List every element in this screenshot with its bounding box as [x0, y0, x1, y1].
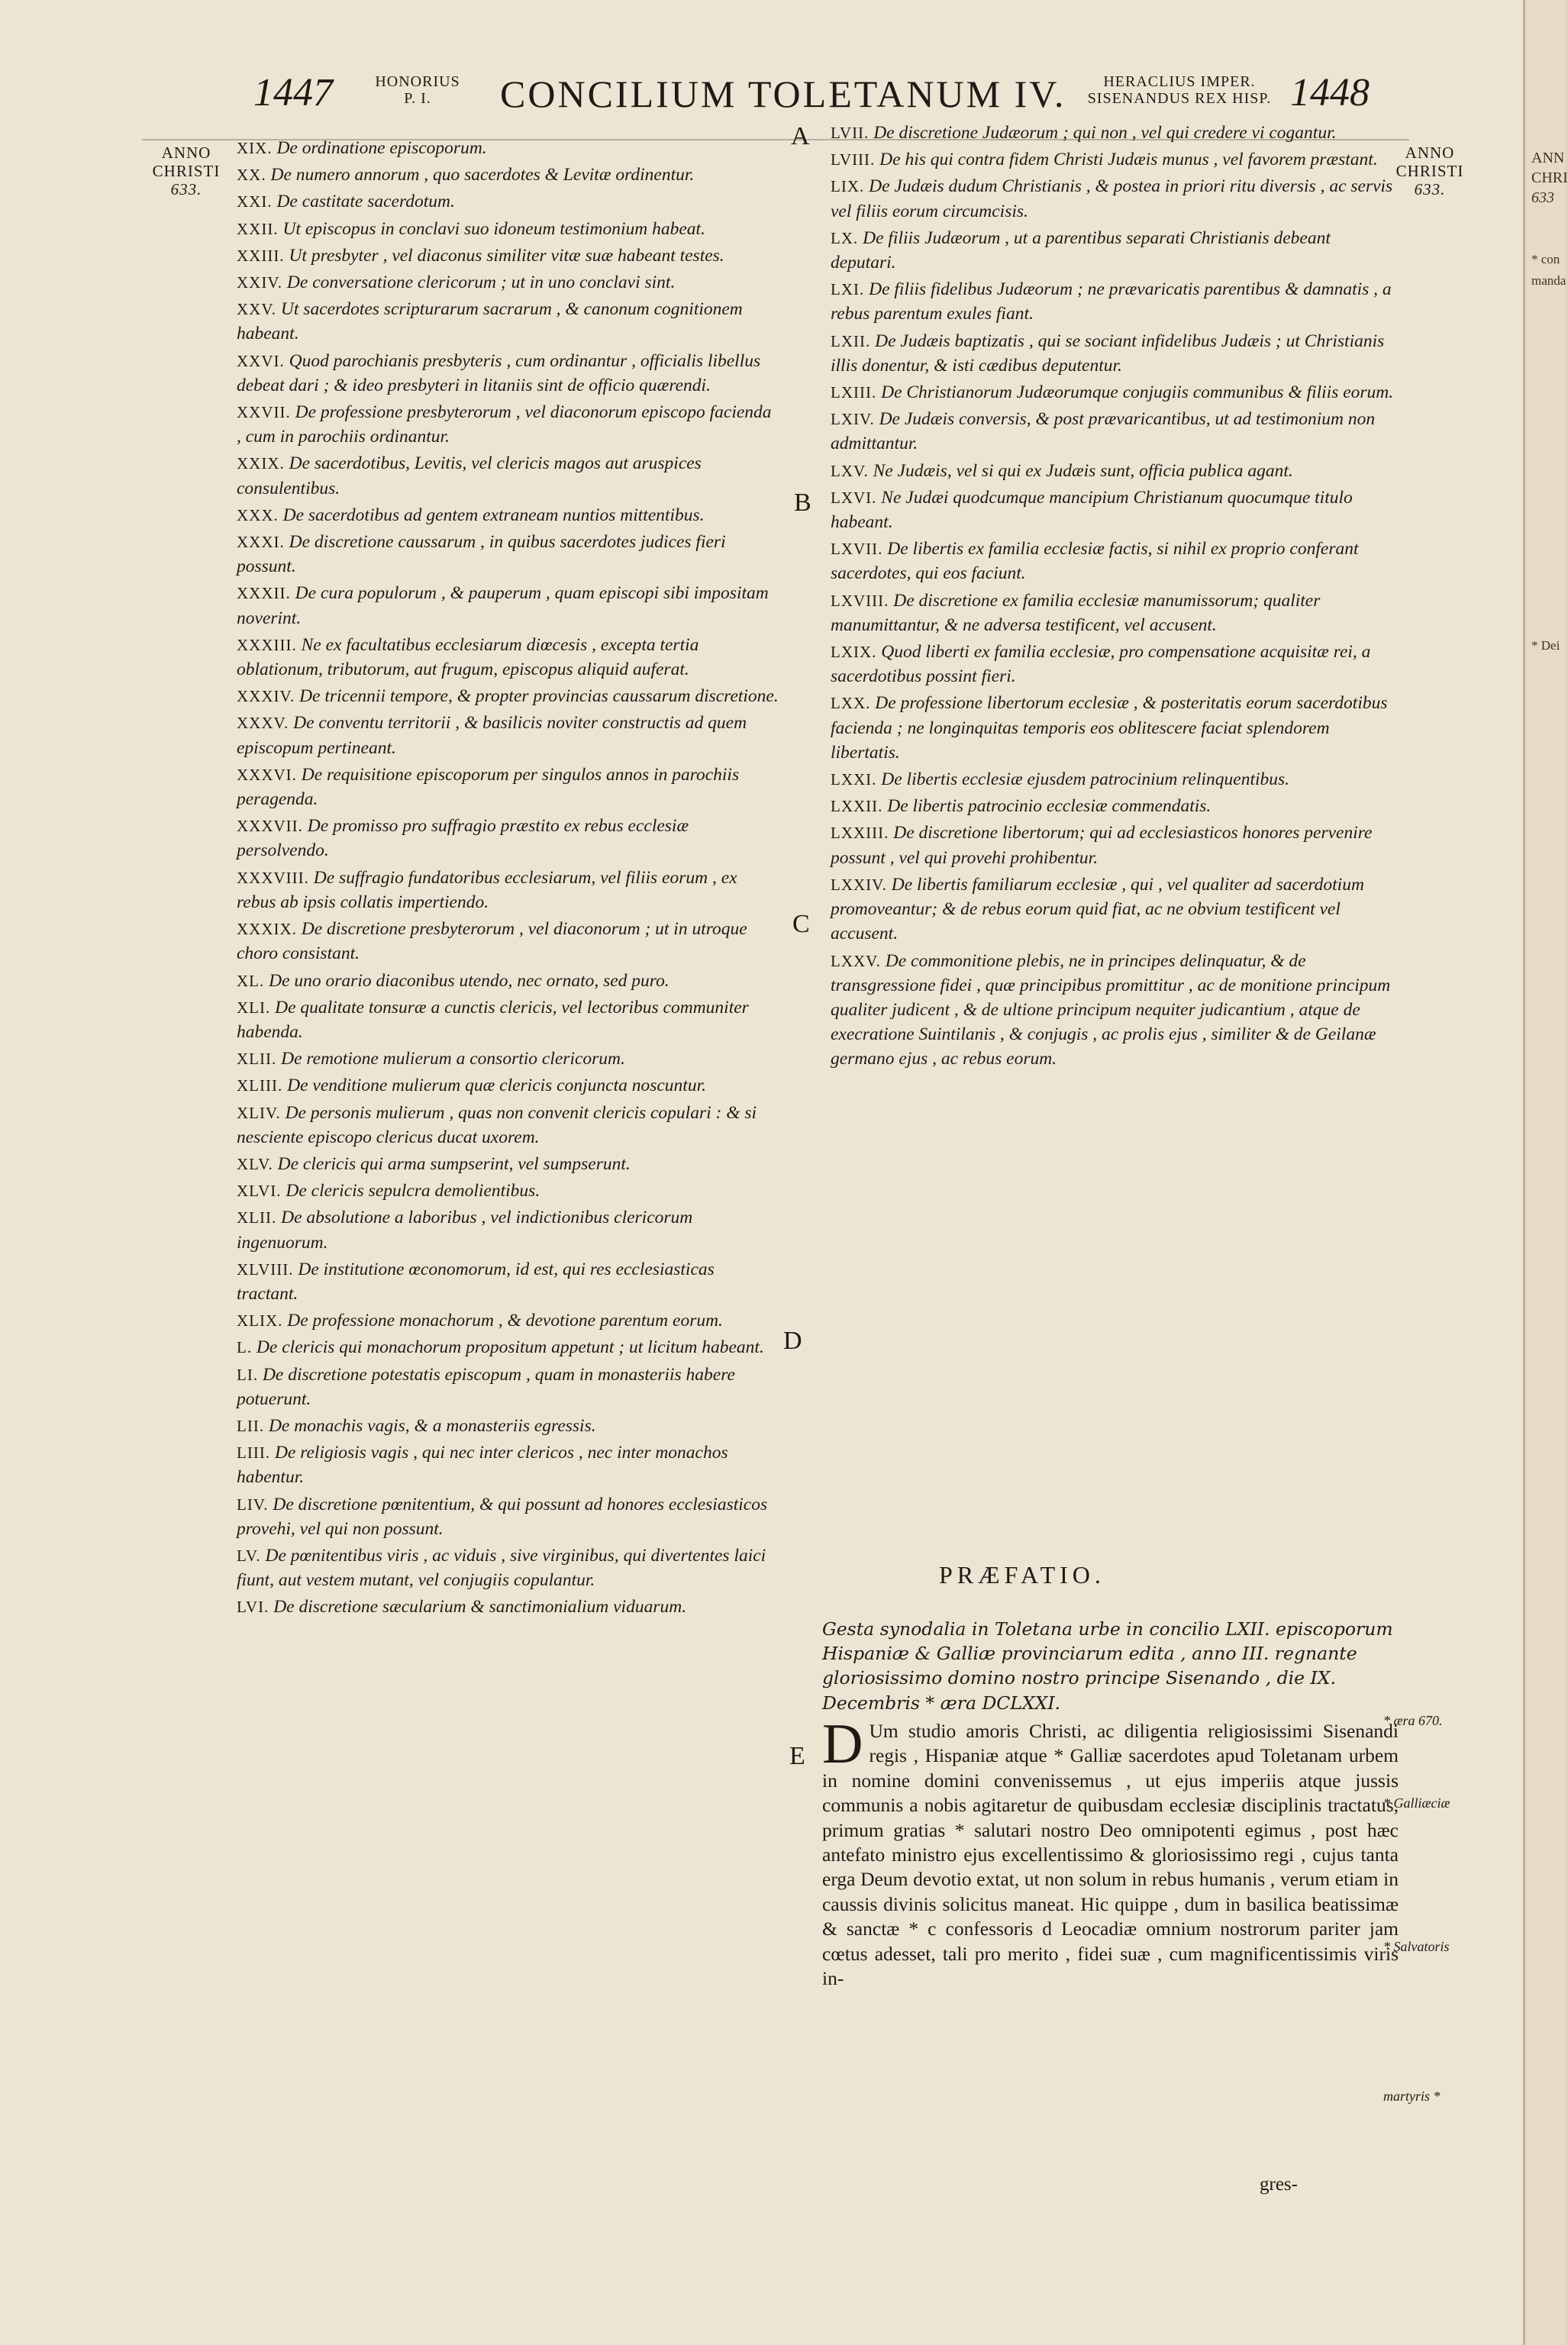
- chapter-entry: [237, 684, 779, 708]
- chapter-entry: [237, 1205, 779, 1254]
- chapter-entry: [237, 530, 779, 579]
- chapter-entry: [237, 244, 779, 268]
- section-letter-a: A: [791, 122, 810, 150]
- chapter-title: De discretione ex familia ecclesiæ manumissorum; qualiter manumittantur, & ne adversa testificent, vel accusent.: [831, 590, 1321, 635]
- chapter-number: LIII.: [237, 1443, 271, 1463]
- chapter-entry: [237, 189, 779, 214]
- chapter-title: De conventu territorii , & basilicis noviter constructis ad quem episcopum pertineant.: [237, 713, 747, 758]
- chapter-number: XIX.: [237, 139, 273, 157]
- chapter-title: Ut presbyter , vel diaconus similiter vitæ suæ habeant testes.: [289, 245, 724, 266]
- chapter-number: XXVII.: [237, 403, 291, 422]
- chapter-entry: [831, 459, 1397, 483]
- chapter-title: De absolutione a laboribus , vel indictionibus clericorum ingenuorum.: [237, 1208, 693, 1253]
- chapter-entry: [237, 866, 779, 914]
- praefatio-body-text: Um studio amoris Christi, ac diligentia religiosissimi Sisenandi regis , Hispaniæ atque * Galliæ sacerdotes apud Toletanam urbem in nomine domini convenissemus , ut ejus imperiis atque jussis communis a nobis agitaretur de quibusdam ecclesiæ disciplinis tractatus, primum gratias * salutari nostro Deo omnipotenti egimus , post hæc antefato ministro ejus excellentissimo & gloriosissimo regi , cujus tanta erga Deum devotio extat, ut non solum in rebus humanis , verum etiam in caussis divinis solicitus maneat. Hic quippe , dum in basilica beatissimæ & sanctæ * c confessoris d Leocadiæ omnium nostrorum pariter jam cœtus adesset, tali pro merito , fidei suæ , cum magnificentissimis viris in-: [822, 1720, 1399, 1990]
- chapter-number: LXVII.: [831, 540, 883, 559]
- chapter-title: De professione monachorum , & devotione parentum eorum.: [287, 1311, 723, 1331]
- chapter-title: De discretione sæcularium & sanctimonialium viduarum.: [273, 1597, 687, 1618]
- chapter-title: De Judæis dudum Christianis , & postea in priori ritu diversis , ac servis vel filiis eorum circumcisis.: [831, 176, 1393, 221]
- chapter-number: XLVI.: [237, 1182, 282, 1201]
- chapter-number: XXXIX.: [237, 920, 297, 939]
- chapter-number: LIX.: [831, 177, 865, 196]
- chapter-entry: [237, 136, 779, 160]
- edge-line1: ANN: [1531, 150, 1565, 166]
- chapter-title: De discretione pœnitentium, & qui possunt ad honores ecclesiasticos provehi, vel qui non possunt.: [237, 1494, 768, 1539]
- chapter-title: De suffragio fundatoribus ecclesiarum, vel filiis eorum , ex rebus ab ipsis collatis impertiendo.: [237, 867, 737, 912]
- chapter-title: De libertis ex familia ecclesiæ factis, si nihil ex proprio conferant sacerdotes, qui eos faciunt.: [831, 539, 1359, 584]
- chapter-title: De institutione œconomorum, id est, qui res ecclesiasticas tractant.: [237, 1259, 715, 1304]
- chapter-number: LXXII.: [831, 797, 883, 816]
- chapter-title: De discretione libertorum; qui ad ecclesiasticos honores pervenire possunt , vel qui provehi prohibentur.: [831, 823, 1373, 868]
- chapter-entry: [831, 873, 1397, 947]
- chapter-number: XXXV.: [237, 714, 289, 733]
- chapter-entry: [237, 1047, 779, 1071]
- chapter-entry: [237, 1073, 779, 1098]
- chapter-entry: [237, 503, 779, 527]
- chapter-entry: [237, 270, 779, 295]
- chapter-entry: [237, 1414, 779, 1438]
- chapter-number: XLIII.: [237, 1076, 283, 1095]
- pope-line2: P. I.: [404, 90, 431, 107]
- chapter-number: XXXVI.: [237, 765, 297, 784]
- chapter-number: XXXI.: [237, 533, 285, 552]
- praefatio-body: [822, 1713, 1399, 1991]
- praefatio-heading: PRÆFATIO.: [939, 1561, 1105, 1589]
- chapter-title: De conversatione clericorum ; ut in uno conclavi sint.: [286, 273, 676, 293]
- chapter-entry: [237, 581, 779, 630]
- side-note-aera: * æra 670.: [1383, 1713, 1443, 1728]
- side-note-martyris: martyris *: [1383, 2089, 1441, 2104]
- chapter-entry: [237, 1363, 779, 1411]
- chapter-entry: [237, 1543, 779, 1592]
- chapter-title: De sacerdotibus ad gentem extraneam nuntios mittentibus.: [282, 505, 705, 525]
- margin-year-right: [1388, 144, 1472, 198]
- margin-right-line3: 633.: [1414, 180, 1446, 198]
- chapter-title: Ne ex facultatibus ecclesiarum diœcesis , excepta tertia oblationum, tributorum, aut frugum, episcopus aliquid auferat.: [237, 634, 699, 680]
- chapter-entry: [831, 174, 1397, 223]
- page-title: CONCILIUM TOLETANUM IV.: [500, 73, 1066, 115]
- margin-right-line1: ANNO: [1405, 144, 1455, 162]
- chapter-number: XLIV.: [237, 1103, 281, 1122]
- chapter-entry: [831, 147, 1397, 172]
- chapter-entry: [237, 814, 779, 863]
- chapter-title: De religiosis vagis , qui nec inter clericos , nec inter monachos habentur.: [237, 1443, 728, 1488]
- chapter-entry: [237, 1152, 779, 1176]
- chapter-title: De clericis qui arma sumpserint, vel sumpserunt.: [277, 1153, 631, 1174]
- chapter-entry: [237, 217, 779, 241]
- side-note-galliae: * Galliæciæ: [1383, 1795, 1450, 1811]
- chapter-number: XLI.: [237, 998, 271, 1017]
- ruler-names: [1076, 73, 1282, 107]
- chapter-title: De monachis vagis, & a monasteriis egressis.: [268, 1415, 596, 1436]
- edge-line4: * con: [1531, 252, 1560, 266]
- chapter-number: LXXV.: [831, 951, 881, 970]
- chapter-number: XXXIV.: [237, 687, 295, 706]
- chapter-entry: [237, 1492, 779, 1541]
- pope-line1: HONORIUS: [375, 73, 460, 90]
- pope-name: [360, 73, 475, 107]
- chapter-number: L.: [237, 1338, 253, 1357]
- chapter-number: LI.: [237, 1365, 259, 1384]
- chapter-entry: [831, 121, 1397, 145]
- emperor-line2: SISENANDUS REX HISP.: [1087, 90, 1272, 107]
- chapter-number: XLV.: [237, 1154, 273, 1173]
- chapter-title: De ordinatione episcoporum.: [276, 138, 487, 158]
- chapter-title: De promisso pro suffragio præstito ex rebus ecclesiæ persolvendo.: [237, 816, 689, 861]
- chapter-entry: [831, 589, 1397, 637]
- catchword: gres-: [1260, 2174, 1298, 2195]
- chapter-title: De Christianorum Judæorumque conjugiis communibus & filiis eorum.: [881, 382, 1394, 403]
- chapter-title: De his qui contra fidem Christi Judæis munus , vel favorem præstant.: [879, 150, 1378, 170]
- chapter-number: XXX.: [237, 505, 279, 524]
- chapter-title: De libertis familiarum ecclesiæ , qui , vel qualiter ad sacerdotium promoveantur; & de rebus eorum quid fiat, ac ne obvium testificent vel accusent.: [831, 874, 1364, 944]
- emperor-line1: HERACLIUS IMPER.: [1103, 73, 1256, 90]
- margin-left-line2: CHRISTI: [152, 162, 221, 180]
- chapter-entry: [237, 1257, 779, 1306]
- chapter-entry: [237, 1179, 779, 1203]
- margin-left-line1: ANNO: [161, 144, 211, 162]
- chapter-number: LVII.: [831, 124, 869, 142]
- chapter-number: LXXIV.: [831, 875, 887, 894]
- chapter-number: LV.: [237, 1546, 261, 1565]
- chapter-number: LXIX.: [831, 643, 877, 662]
- chapter-title: De numero annorum , quo sacerdotes & Levitæ ordinentur.: [270, 165, 695, 185]
- edge-line6: * Dei: [1531, 638, 1560, 653]
- chapter-entry: [831, 226, 1397, 275]
- chapter-number: LXI.: [831, 280, 865, 299]
- chapter-title: De cura populorum , & pauperum , quam episcopi sibi impositam noverint.: [237, 583, 769, 628]
- chapter-number: XXVI.: [237, 351, 285, 370]
- chapter-entry: [831, 485, 1397, 534]
- chapter-title: De Judæis conversis, & post prævaricantibus, ut ad testimonium non admittantur.: [831, 409, 1376, 454]
- section-letter-e: E: [789, 1742, 805, 1770]
- chapter-number: LXXIII.: [831, 824, 889, 843]
- chapter-entry: [831, 640, 1397, 689]
- chapter-entry: [237, 917, 779, 966]
- edge-line2: CHRI: [1531, 169, 1568, 186]
- chapter-entry: [237, 400, 779, 449]
- chapter-title: De pœnitentibus viris , ac viduis , sive virginibus, qui divertentes laici fiunt, aut vestem mutant, vel conjugiis copulantur.: [237, 1545, 766, 1591]
- chapter-number: XXI.: [237, 192, 273, 211]
- chapter-number: XXXVII.: [237, 817, 303, 836]
- chapter-title: Ut sacerdotes scripturarum sacrarum , & canonum cognitionem habeant.: [237, 299, 743, 344]
- chapter-title: De tricennii tempore, & propter provincias caussarum discretione.: [299, 686, 779, 707]
- chapter-entry: [831, 380, 1397, 405]
- next-page-edge: [1523, 0, 1566, 2345]
- chapter-list-right: [831, 121, 1397, 1074]
- chapter-entry: [831, 794, 1397, 818]
- chapter-number: LX.: [831, 228, 859, 247]
- chapter-title: De discretione Judæorum ; qui non , vel qui credere vi cogantur.: [873, 123, 1337, 143]
- chapter-title: De discretione potestatis episcopum , quam in monasteriis habere potuerunt.: [237, 1364, 735, 1409]
- chapter-title: De castitate sacerdotum.: [276, 192, 455, 212]
- section-letter-c: C: [792, 910, 810, 938]
- chapter-title: De sacerdotibus, Levitis, vel clericis magos aut aruspices consulentibus.: [237, 453, 702, 498]
- chapter-entry: [831, 691, 1397, 765]
- chapter-entry: [831, 277, 1397, 326]
- chapter-entry: [237, 763, 779, 811]
- page-number-left: 1447: [253, 71, 333, 115]
- margin-year-left: [142, 144, 231, 198]
- chapter-number: LVI.: [237, 1598, 269, 1617]
- chapter-number: LIV.: [237, 1495, 269, 1514]
- chapter-entry: [831, 537, 1397, 585]
- section-letter-b: B: [794, 489, 811, 517]
- chapter-entry: [831, 329, 1397, 378]
- chapter-title: De professione libertorum ecclesiæ , & posteritatis eorum sacerdotibus facienda ; ne longinquitas temporis eos oblitescere faciat splendorem libertatis.: [831, 693, 1388, 763]
- chapter-entry: [237, 451, 779, 500]
- chapter-entry: [831, 949, 1397, 1072]
- chapter-number: XLII.: [237, 1208, 277, 1227]
- section-letter-d: D: [783, 1327, 802, 1355]
- chapter-title: De clericis sepulcra demolientibus.: [286, 1181, 540, 1202]
- chapter-number: XLIX.: [237, 1311, 283, 1331]
- chapter-title: De commonitione plebis, ne in principes delinquatur, & de transgressione fidei , quæ principibus promittitur , ac de monitione principum qualiter judicent , & de ultione principum nequiter judicantium , atque de execratione Suintilanis , & conjugis , ac prolis ejus , similiter & de Geilanæ germano ejus , ac rebus eorum.: [831, 950, 1391, 1069]
- chapter-title: De Judæis baptizatis , qui se sociant infidelibus Judæis ; ut Christianis illis donentur, & isti cædibus deputentur.: [831, 331, 1385, 376]
- chapter-title: De discretione caussarum , in quibus sacerdotes judices fieri possunt.: [237, 532, 726, 577]
- chapter-entry: [237, 995, 779, 1044]
- chapter-entry: [237, 969, 779, 993]
- chapter-number: LXX.: [831, 694, 871, 713]
- chapter-number: XLVIII.: [237, 1260, 294, 1279]
- chapter-number: LII.: [237, 1416, 265, 1435]
- chapter-entry: [237, 1101, 779, 1150]
- margin-left-line3: 633.: [170, 180, 202, 198]
- chapter-number: LVIII.: [831, 150, 876, 169]
- chapter-entry: [237, 297, 779, 346]
- chapter-entry: [237, 1335, 779, 1360]
- chapter-number: XXIV.: [237, 273, 283, 292]
- chapter-title: De qualitate tonsuræ a cunctis clericis, vel lectoribus communiter habenda.: [237, 997, 749, 1042]
- chapter-number: LXXI.: [831, 770, 877, 789]
- chapter-list-left: [237, 136, 779, 1622]
- chapter-title: De clericis qui monachorum propositum appetunt ; ut licitum habeant.: [256, 1337, 764, 1358]
- chapter-title: Quod liberti ex familia ecclesiæ, pro compensatione acquisitæ rei, a sacerdotibus possint fieri.: [831, 642, 1371, 687]
- praefatio-intro: Gesta synodalia in Toletana urbe in concilio LXII. episcoporum Hispaniæ & Galliæ provinciarum edita , anno III. regnante gloriosissimo domino nostro principe Sisenando , die IX. Decembris * æra DCLXXI.: [822, 1618, 1393, 1714]
- chapter-title: De libertis ecclesiæ ejusdem patrocinium relinquentibus.: [881, 769, 1290, 790]
- chapter-number: LXIII.: [831, 383, 877, 402]
- chapter-entry: [237, 349, 779, 398]
- chapter-title: De filiis fidelibus Judæorum ; ne prævaricatis parentibus & damnatis , a rebus parentum exules fiant.: [831, 279, 1392, 324]
- chapter-title: De professione presbyterorum , vel diaconorum episcopo facienda , cum in parochiis ordinantur.: [237, 402, 772, 447]
- chapter-entry: [237, 1308, 779, 1333]
- chapter-title: De remotione mulierum a consortio clericorum.: [281, 1049, 625, 1069]
- chapter-title: De personis mulierum , quas non convenit clericis copulari : & si nesciente episcopo clericus ducat uxorem.: [237, 1102, 757, 1147]
- chapter-number: XXII.: [237, 219, 279, 238]
- chapter-title: De filiis Judæorum , ut a parentibus separati Christianis debeant deputari.: [831, 227, 1331, 273]
- chapter-title: De discretione presbyterorum , vel diaconorum ; ut in utroque choro consistant.: [237, 919, 747, 964]
- chapter-entry: [237, 1440, 779, 1489]
- chapter-entry: [831, 407, 1397, 456]
- chapter-title: Ne Judæis, vel si qui ex Judæis sunt, officia publica agant.: [873, 460, 1293, 481]
- chapter-number: LXII.: [831, 331, 871, 350]
- chapter-entry: [237, 1595, 779, 1619]
- chapter-entry: [831, 767, 1397, 792]
- margin-right-line2: CHRISTI: [1395, 162, 1464, 180]
- drop-cap: D: [822, 1713, 863, 1776]
- chapter-number: XXIII.: [237, 246, 285, 265]
- chapter-number: XLII.: [237, 1050, 277, 1069]
- chapter-number: XXXVIII.: [237, 868, 309, 887]
- chapter-entry: [237, 711, 779, 760]
- chapter-title: De uno orario diaconibus utendo, nec ornato, sed puro.: [269, 970, 669, 991]
- chapter-title: Ne Judæi quodcumque mancipium Christianum quocumque titulo habeant.: [831, 487, 1353, 533]
- chapter-number: XXXII.: [237, 584, 291, 603]
- edge-line3: 633: [1531, 189, 1554, 206]
- chapter-number: XXV.: [237, 300, 277, 319]
- chapter-title: De requisitione episcoporum per singulos annos in parochiis peragenda.: [237, 764, 740, 810]
- chapter-number: LXIV.: [831, 410, 875, 429]
- page-number-right: 1448: [1290, 71, 1370, 115]
- chapter-number: LXVIII.: [831, 591, 889, 610]
- chapter-entry: [237, 633, 779, 682]
- chapter-entry: [237, 163, 779, 187]
- chapter-number: XX.: [237, 166, 266, 185]
- chapter-title: De venditione mulierum quæ clericis conjuncta noscuntur.: [287, 1076, 706, 1096]
- edge-line5: manda: [1531, 273, 1566, 288]
- chapter-number: XXXIII.: [237, 635, 297, 654]
- chapter-number: XL.: [237, 971, 265, 990]
- chapter-title: Ut episcopus in conclavi suo idoneum testimonium habeat.: [282, 218, 705, 239]
- chapter-number: XXIX.: [237, 454, 285, 473]
- chapter-title: Quod parochianis presbyteris , cum ordinantur , officialis libellus debeat dari ; & ideo presbyteri in litaniis sint de officio quærendi.: [237, 350, 761, 395]
- chapter-number: LXV.: [831, 461, 869, 480]
- chapter-title: De libertis patrocinio ecclesiæ commendatis.: [887, 796, 1211, 817]
- side-note-salvatoris: * Salvatoris: [1383, 1939, 1450, 1954]
- chapter-entry: [831, 821, 1397, 869]
- chapter-number: LXVI.: [831, 488, 877, 507]
